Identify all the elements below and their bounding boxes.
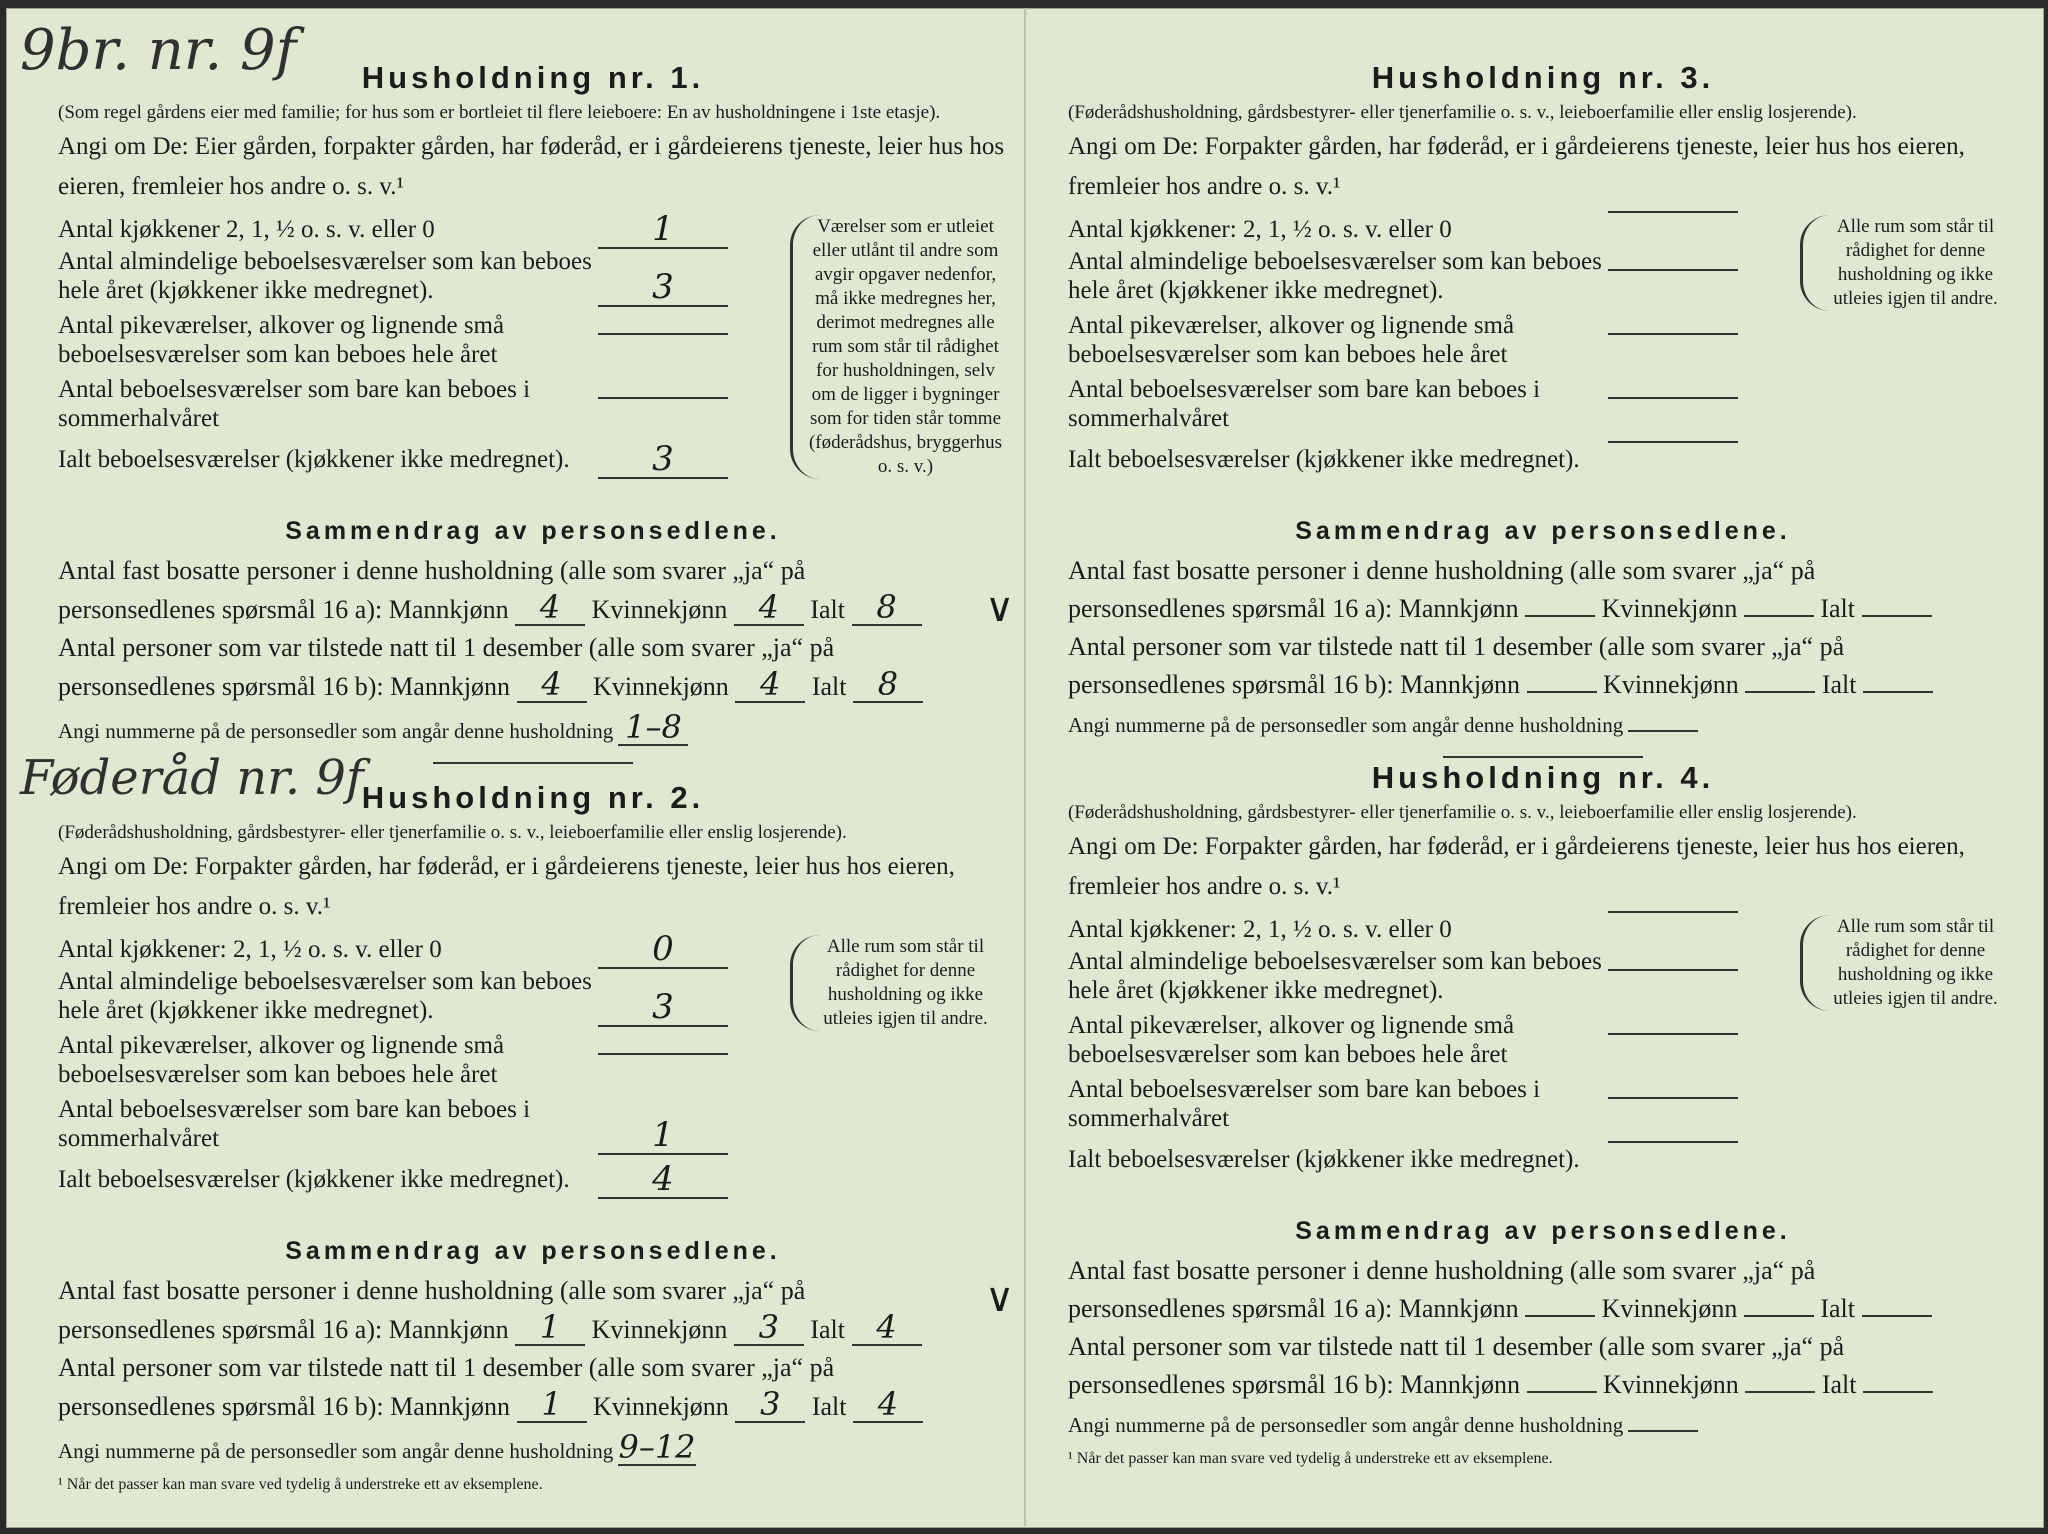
check-mark: ∨ [985, 1275, 1015, 1321]
household-note: (Som regel gårdens eier med familie; for hus som er bortleiet til flere leieboere: En av husholdningene i 1ste etasje). [58, 102, 941, 123]
female-label: Kvinnekjønn [591, 595, 728, 624]
room-answer[interactable] [598, 333, 728, 335]
room-question: Ialt beboelsesværelser (kjøkkener ikke medregnet). [1068, 446, 1580, 473]
female-label: Kvinnekjønn [1601, 594, 1738, 623]
total-label: Ialt [1821, 670, 1857, 699]
person-numbers [1068, 708, 2018, 742]
room-answer[interactable] [1608, 211, 1738, 213]
check-mark: ∨ [985, 585, 1015, 631]
female-label: Kvinnekjønn [1601, 1294, 1738, 1323]
room-question: Antal almindelige beboelsesværelser som kan beboes hele året (kjøkkener ikke medregnet). [1068, 248, 1602, 304]
right-page [1068, 0, 2048, 1534]
separator-line [433, 762, 633, 764]
rooms-block [1068, 915, 2018, 1205]
male-count[interactable]: 4 [517, 667, 587, 703]
room-question: Ialt beboelsesværelser (kjøkkener ikke medregnet). [58, 1166, 570, 1193]
male-count[interactable]: 1 [515, 1310, 585, 1346]
summary-line-a [1068, 590, 2018, 628]
room-question: Antal pikeværelser, alkover og lignende små beboelsesværelser som kan beboes hele året [1068, 312, 1515, 368]
summary-line-b [1068, 666, 2018, 704]
room-question: Antal beboelsesværelser som bare kan beboes i sommerhalvåret [1068, 1076, 1541, 1132]
numbers-value[interactable]: 9–12 [618, 1428, 696, 1466]
female-label: Kvinnekjønn [593, 1392, 729, 1421]
total-label: Ialt [1820, 594, 1856, 623]
numbers-label: Angi nummerne på de personsedler som angår denne husholdning [58, 719, 614, 743]
female-count[interactable] [1744, 615, 1814, 617]
female-count[interactable] [1745, 691, 1815, 693]
rooms-block [1068, 215, 2018, 505]
room-answer[interactable] [598, 397, 728, 399]
household-intro: Angi om De: Forpakter gården, har føderåd, er i gårdeierens tjeneste, leier hus hos eieren, fremleier hos andre o. s. v.¹ [58, 853, 955, 920]
room-question: Antal pikeværelser, alkover og lignende små beboelsesværelser som kan beboes hele året [1068, 1012, 1515, 1068]
summary-intro-b: Antal personer som var tilstede natt til 1 desember (alle som svarer „ja“ på [1068, 1332, 1845, 1361]
rooms-block [58, 929, 1008, 1225]
summary-title: Sammendrag av personsedlene. [285, 517, 781, 545]
summary-title: Sammendrag av personsedlene. [285, 1237, 781, 1265]
room-answer[interactable]: 4 [598, 1161, 728, 1199]
household-title: Husholdning nr. 3. [1371, 60, 1715, 95]
summary-label: personsedlenes spørsmål 16 b): Mannkjønn [58, 1392, 511, 1421]
total-count[interactable]: 4 [852, 1310, 922, 1346]
room-answer[interactable]: 3 [598, 269, 728, 307]
total-count[interactable]: 8 [852, 590, 922, 626]
female-label: Kvinnekjønn [591, 1315, 728, 1344]
room-question: Antal kjøkkener: 2, 1, ½ o. s. v. eller 0 [1068, 216, 1452, 243]
room-question: Antal kjøkkener: 2, 1, ½ o. s. v. eller 0 [58, 936, 442, 963]
female-count[interactable]: 3 [735, 1387, 805, 1423]
room-question: Antal almindelige beboelsesværelser som kan beboes hele året (kjøkkener ikke medregnet). [1068, 948, 1602, 1004]
room-question: Antal beboelsesværelser som bare kan beboes i sommerhalvåret [1068, 376, 1541, 432]
total-label: Ialt [1820, 1294, 1856, 1323]
total-label: Ialt [811, 672, 847, 701]
room-answer[interactable] [1608, 441, 1738, 443]
household-2 [58, 780, 1008, 1494]
numbers-value[interactable]: 1–8 [618, 710, 688, 746]
summary-label: personsedlenes spørsmål 16 b): Mannkjønn [1068, 1370, 1521, 1399]
summary-intro-a: Antal fast bosatte personer i denne husholdning (alle som svarer „ja“ på [1068, 1256, 1816, 1285]
summary-label: personsedlenes spørsmål 16 a): Mannkjønn [58, 595, 509, 624]
room-question: Antal almindelige beboelsesværelser som kan beboes hele året (kjøkkener ikke medregnet). [58, 968, 592, 1024]
female-count[interactable]: 3 [734, 1310, 804, 1346]
summary-line-b [1068, 1366, 2018, 1404]
male-count[interactable] [1527, 1391, 1597, 1393]
summary-line-b [58, 667, 1008, 706]
male-count[interactable] [1527, 691, 1597, 693]
total-count[interactable] [1862, 615, 1932, 617]
room-question: Antal almindelige beboelsesværelser som kan beboes hele året (kjøkkener ikke medregnet). [58, 248, 592, 304]
room-question: Antal kjøkkener 2, 1, ½ o. s. v. eller 0 [58, 216, 435, 243]
total-label: Ialt [810, 595, 846, 624]
room-question: Antal kjøkkener: 2, 1, ½ o. s. v. eller 0 [1068, 916, 1452, 943]
summary-title: Sammendrag av personsedlene. [1295, 1217, 1791, 1245]
room-question: Antal beboelsesværelser som bare kan beboes i sommerhalvåret [58, 1096, 531, 1152]
household-intro: Angi om De: Eier gården, forpakter gården, har føderåd, er i gårdeierens tjeneste, leier hus hos eieren, fremleier hos andre o. s. v.¹ [58, 133, 1005, 200]
household-title: Husholdning nr. 2. [361, 780, 705, 815]
male-count[interactable] [1525, 615, 1595, 617]
summary-title: Sammendrag av personsedlene. [1295, 517, 1791, 545]
household-note: (Føderådshusholdning, gårdsbestyrer- eller tjenerfamilie o. s. v., leieboerfamilie eller enslig losjerende). [58, 822, 847, 843]
room-question: Antal pikeværelser, alkover og lignende små beboelsesværelser som kan beboes hele året [58, 312, 505, 368]
total-count[interactable] [1863, 691, 1933, 693]
room-answer[interactable]: 0 [598, 931, 728, 969]
room-answer[interactable] [598, 1053, 728, 1055]
room-answer[interactable] [1608, 333, 1738, 335]
household-note: (Føderådshusholdning, gårdsbestyrer- eller tjenerfamilie o. s. v., leieboerfamilie eller enslig losjerende). [1068, 102, 1857, 123]
male-count[interactable]: 4 [515, 590, 585, 626]
person-numbers [1068, 1408, 2018, 1442]
female-count[interactable] [1744, 1315, 1814, 1317]
left-page [58, 0, 1058, 1534]
summary-intro-b: Antal personer som var tilstede natt til 1 desember (alle som svarer „ja“ på [58, 1353, 835, 1382]
male-count[interactable] [1525, 1315, 1595, 1317]
summary-line-a [58, 1310, 1008, 1349]
summary-intro-a: Antal fast bosatte personer i denne husholdning (alle som svarer „ja“ på [58, 1276, 806, 1305]
female-count[interactable]: 4 [734, 590, 804, 626]
summary-intro-a: Antal fast bosatte personer i denne husholdning (alle som svarer „ja“ på [58, 556, 806, 585]
side-note: Værelser som er utleiet eller utlånt til andre som avgir opgaver nedenfor, må ikke medregnes her, derimot medregnes alle rum som står til rådighet for husholdningen, selv om de ligger i bygninger som for tiden står tomme (føderådshus, bryggerhus o. s. v.) [790, 215, 1008, 479]
summary-label: personsedlenes spørsmål 16 b): Mannkjønn [1068, 670, 1521, 699]
total-label: Ialt [810, 1315, 846, 1344]
rooms-block [58, 209, 1008, 505]
summary-line-b [58, 1387, 1008, 1426]
household-3 [1068, 60, 2018, 772]
household-intro: Angi om De: Forpakter gården, har føderåd, er i gårdeierens tjeneste, leier hus hos eieren, fremleier hos andre o. s. v.¹ [1068, 133, 1965, 200]
side-note: Alle rum som står til rådighet for denne husholdning og ikke utleies igjen til andre. [1800, 915, 2018, 1011]
side-note: Alle rum som står til rådighet for denne husholdning og ikke utleies igjen til andre. [790, 935, 1008, 1031]
room-answer[interactable]: 3 [598, 989, 728, 1027]
summary-line-a [1068, 1290, 2018, 1328]
total-label: Ialt [1821, 1370, 1857, 1399]
total-count[interactable] [1863, 1391, 1933, 1393]
room-answer[interactable]: 1 [598, 1117, 728, 1155]
total-count[interactable] [1862, 1315, 1932, 1317]
summary-label: personsedlenes spørsmål 16 b): Mannkjønn [58, 672, 511, 701]
separator-line [1443, 756, 1643, 758]
margin-note-mid: Føderåd nr. 9f [20, 750, 364, 806]
numbers-label: Angi nummerne på de personsedler som angår denne husholdning [1068, 1413, 1624, 1437]
total-label: Ialt [811, 1392, 847, 1421]
female-label: Kvinnekjønn [593, 672, 729, 701]
numbers-value[interactable] [1628, 730, 1698, 732]
household-1 [58, 60, 1008, 778]
household-title: Husholdning nr. 1. [361, 60, 705, 95]
summary-label: personsedlenes spørsmål 16 a): Mannkjønn [58, 1315, 509, 1344]
room-answer[interactable]: 3 [598, 441, 728, 479]
male-count[interactable]: 1 [517, 1387, 587, 1423]
summary-intro-b: Antal personer som var tilstede natt til 1 desember (alle som svarer „ja“ på [58, 633, 835, 662]
room-answer[interactable] [1608, 1033, 1738, 1035]
female-count[interactable]: 4 [735, 667, 805, 703]
numbers-value[interactable] [1628, 1430, 1698, 1432]
room-answer[interactable] [1608, 1141, 1738, 1143]
person-numbers [58, 1430, 1008, 1468]
footnote: ¹ Når det passer kan man svare ved tydelig å understreke ett av eksemplene. [58, 1476, 543, 1493]
margin-note-top: 9br. nr. 9f [20, 18, 297, 83]
household-4 [1068, 760, 2018, 1468]
room-answer[interactable] [1608, 269, 1738, 271]
female-label: Kvinnekjønn [1603, 670, 1739, 699]
room-question: Ialt beboelsesværelser (kjøkkener ikke medregnet). [58, 446, 570, 473]
total-count[interactable]: 8 [853, 667, 923, 703]
numbers-label: Angi nummerne på de personsedler som angår denne husholdning [1068, 713, 1624, 737]
summary-label: personsedlenes spørsmål 16 a): Mannkjønn [1068, 1294, 1519, 1323]
room-question: Antal pikeværelser, alkover og lignende små beboelsesværelser som kan beboes hele året [58, 1032, 505, 1088]
summary-intro-b: Antal personer som var tilstede natt til 1 desember (alle som svarer „ja“ på [1068, 632, 1845, 661]
room-answer[interactable] [1608, 911, 1738, 913]
room-answer[interactable]: 1 [598, 211, 728, 249]
room-question: Antal beboelsesværelser som bare kan beboes i sommerhalvåret [58, 376, 531, 432]
person-numbers [58, 710, 1008, 748]
household-note: (Føderådshusholdning, gårdsbestyrer- eller tjenerfamilie o. s. v., leieboerfamilie eller enslig losjerende). [1068, 802, 1857, 823]
female-label: Kvinnekjønn [1603, 1370, 1739, 1399]
room-answer[interactable] [1608, 397, 1738, 399]
household-intro: Angi om De: Forpakter gården, har føderåd, er i gårdeierens tjeneste, leier hus hos eieren, fremleier hos andre o. s. v.¹ [1068, 833, 1965, 900]
summary-line-a [58, 590, 1008, 629]
room-answer[interactable] [1608, 969, 1738, 971]
total-count[interactable]: 4 [853, 1387, 923, 1423]
room-answer[interactable] [1608, 1097, 1738, 1099]
summary-label: personsedlenes spørsmål 16 a): Mannkjønn [1068, 594, 1519, 623]
summary-intro-a: Antal fast bosatte personer i denne husholdning (alle som svarer „ja“ på [1068, 556, 1816, 585]
household-title: Husholdning nr. 4. [1371, 760, 1715, 795]
numbers-label: Angi nummerne på de personsedler som angår denne husholdning [58, 1439, 614, 1463]
female-count[interactable] [1745, 1391, 1815, 1393]
footnote: ¹ Når det passer kan man svare ved tydelig å understreke ett av eksemplene. [1068, 1450, 1553, 1467]
room-question: Ialt beboelsesværelser (kjøkkener ikke medregnet). [1068, 1146, 1580, 1173]
side-note: Alle rum som står til rådighet for denne husholdning og ikke utleies igjen til andre. [1800, 215, 2018, 311]
